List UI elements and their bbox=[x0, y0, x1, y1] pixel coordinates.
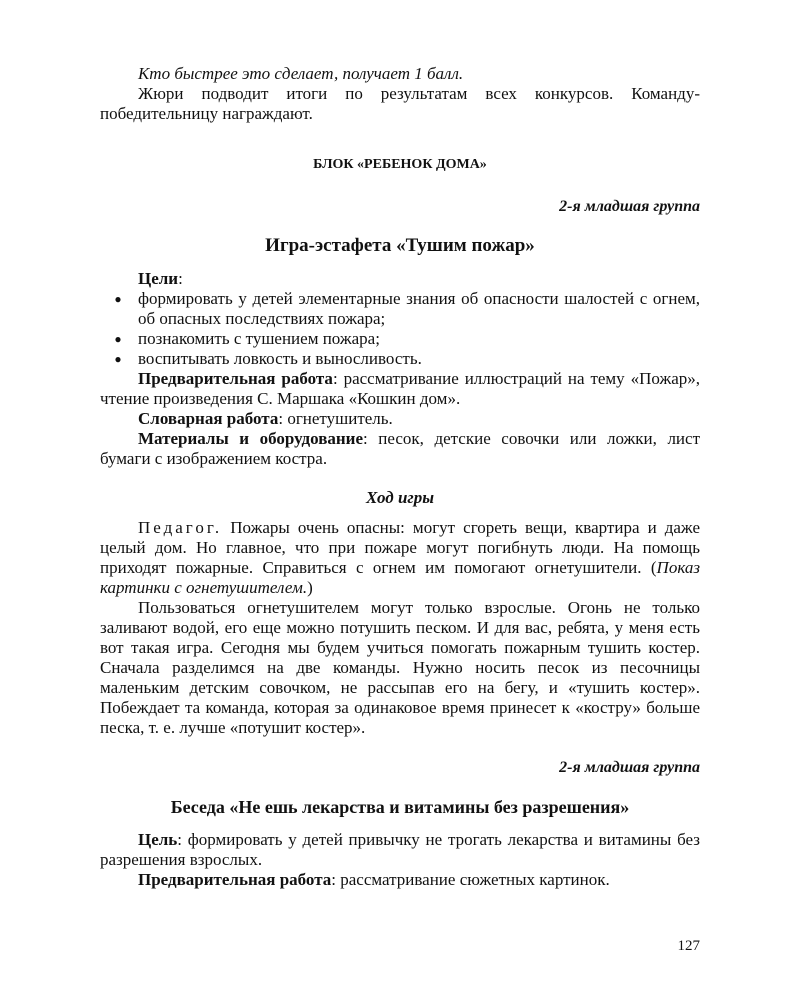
group-label-1: 2-я младшая группа bbox=[559, 198, 700, 215]
teacher-text: Пожары очень опасны: могут сгореть вещи, квартира и даже целый дом. Но главное, что при пожаре могут погибнуть люди. На помощь приходят пожарные. Справиться с огнем им помогают огнетушители. ( bbox=[100, 518, 700, 577]
game-description-paragraph: Пользоваться огнетушителем могут только взрослые. Огонь не только заливают водой, его еще можно потушить песком. И для вас, ребята, у меня есть вот такая игра. Сегодня мы будем учиться помогать пожарным тушить костер. Сначала разделимся на две команды. Нужно носить песок из песочницы маленьким детским совочком, не рассыпав его на бегу, и «тушить костер». Побеждает та команда, которая за одинаковое время принесет к «костру» больше песка, т. е. лучше «потушит костер». bbox=[100, 598, 700, 737]
vocab-paragraph bbox=[100, 409, 700, 429]
intro-line-1: Кто быстрее это сделает, получает 1 балл. bbox=[138, 64, 464, 83]
goal-label: Цель bbox=[138, 830, 178, 849]
teacher-aside: Показ картинки с огнетушителем. bbox=[100, 558, 700, 597]
group-label-2: 2-я младшая группа bbox=[559, 759, 700, 776]
page-number: 127 bbox=[677, 938, 700, 954]
materials-label: Материалы и оборудование bbox=[138, 429, 364, 448]
vocab-text: : огнетушитель. bbox=[278, 409, 393, 428]
goal-text-1: формировать у детей элементарные знания об опасности шалостей с огнем, об опасных последствиях пожара; bbox=[138, 289, 700, 328]
materials-text: : песок, детские совочки или ложки, лист бумаги с изображением костра. bbox=[100, 429, 700, 468]
prep-text: : рассматривание иллюстраций на тему «Пожар», чтение произведения С. Маршака «Кошкин дом». bbox=[100, 369, 700, 408]
goal-text: : формировать у детей привычку не трогать лекарства и витамины без разрешения взрослых. bbox=[100, 830, 700, 869]
block-title: БЛОК «РЕБЕНОК ДОМА» bbox=[313, 157, 487, 172]
prep-text-2: : рассматривание сюжетных картинок. bbox=[331, 870, 610, 889]
prep-work-paragraph-2 bbox=[100, 870, 700, 890]
goal-paragraph bbox=[100, 830, 700, 870]
vocab-label: Словарная работа bbox=[138, 409, 279, 428]
goal-item-2 bbox=[100, 329, 700, 349]
materials-paragraph bbox=[100, 429, 700, 469]
goal-text-3: воспитывать ловкость и выносливость. bbox=[138, 349, 422, 368]
teacher-label: Педагог. bbox=[138, 518, 223, 537]
text-body bbox=[100, 64, 700, 890]
conversation-title: Беседа «Не ешь лекарства и витамины без разрешения» bbox=[170, 797, 630, 817]
game-title: Игра-эстафета «Тушим пожар» bbox=[265, 235, 535, 256]
teacher-paragraph bbox=[100, 518, 700, 598]
course-title: Ход игры bbox=[366, 488, 434, 507]
goal-text-2: познакомить с тушением пожара; bbox=[138, 329, 380, 348]
prep-work-paragraph bbox=[100, 369, 700, 409]
goal-item-3 bbox=[100, 349, 700, 369]
teacher-close: ) bbox=[307, 578, 313, 597]
goals-label: Цели bbox=[138, 269, 179, 288]
prep-label: Предварительная работа bbox=[138, 369, 333, 388]
prep-label-2: Предварительная работа bbox=[138, 870, 332, 889]
intro-line-2: Жюри подводит итоги по результатам всех конкурсов. Команду-победительницу награждают. bbox=[100, 84, 700, 123]
goal-item-1 bbox=[100, 289, 700, 329]
goals-heading: Цели: bbox=[138, 269, 183, 288]
